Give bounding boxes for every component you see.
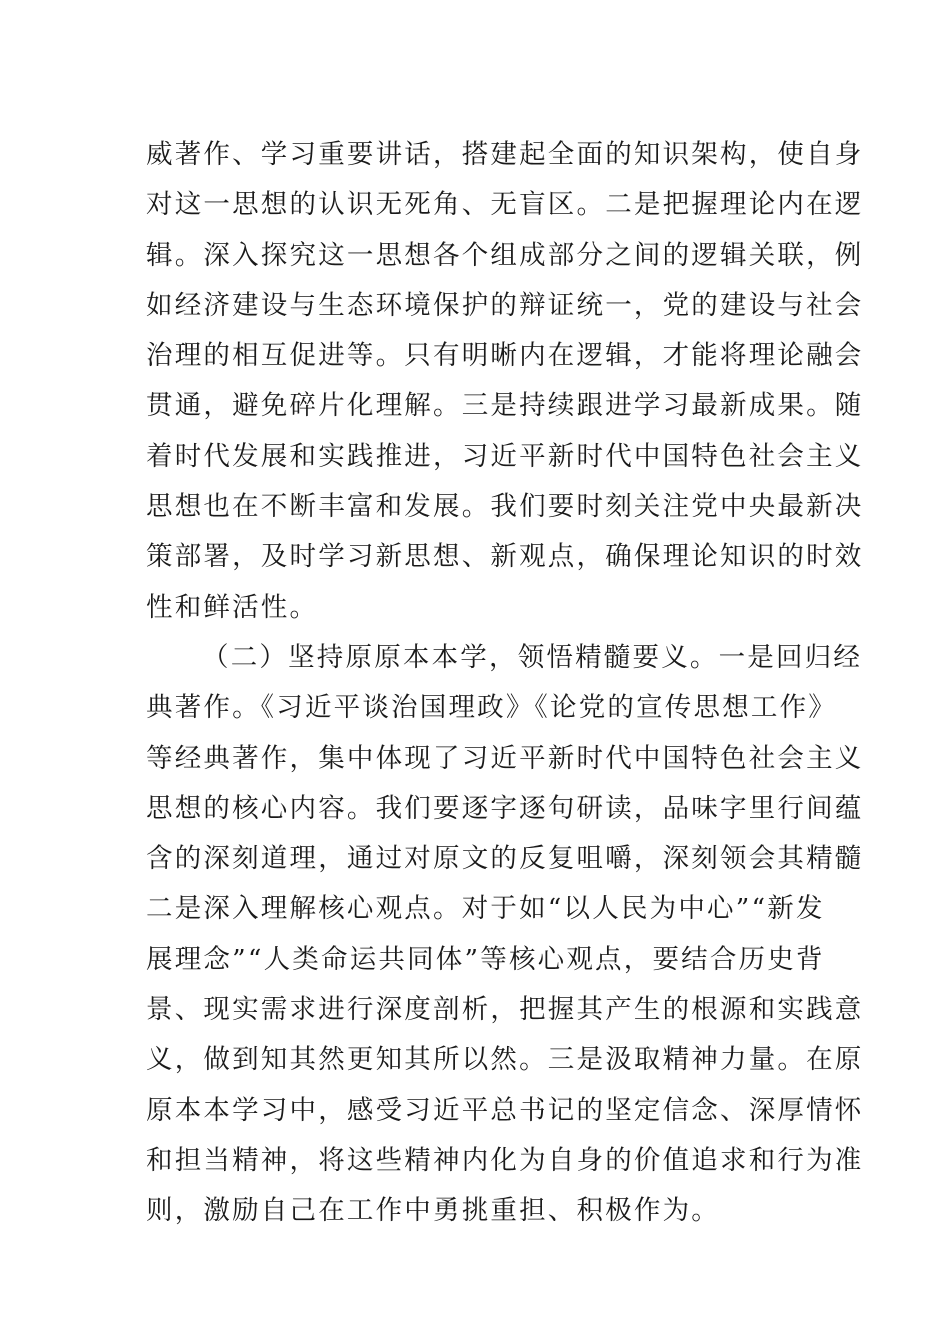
section-heading-line: （二）坚持原原本本学，领悟精髓要义。一是回归经 (202, 641, 863, 673)
text-line: 着时代发展和实践推进，习近平新时代中国特色社会主义 (146, 440, 864, 472)
text-line: 对这一思想的认识无死角、无盲区。二是把握理论内在逻 (146, 189, 864, 221)
text-line: 则，激励自己在工作中勇挑重担、积极作为。 (146, 1195, 720, 1227)
text-line: 思想的核心内容。我们要逐字逐句研读，品味字里行间蕴 (146, 792, 864, 824)
text-line: 典著作。《习近平谈治国理政》《论党的宣传思想工作》 (146, 692, 837, 724)
text-line: 策部署，及时学习新思想、新观点，确保理论知识的时效 (146, 541, 864, 573)
text-line: 辑。深入探究这一思想各个组成部分之间的逻辑关联，例 (146, 239, 864, 271)
text-line: 贯通，避免碎片化理解。三是持续跟进学习最新成果。随 (146, 390, 864, 422)
document-body (146, 130, 864, 1237)
text-line: 思想也在不断丰富和发展。我们要时刻关注党中央最新决 (146, 491, 864, 523)
text-line: 二是深入理解核心观点。对于如“以人民为中心”“新发 (146, 893, 825, 925)
text-line: 治理的相互促进等。只有明晰内在逻辑，才能将理论融会 (146, 340, 864, 372)
text-line: 景、现实需求进行深度剖析，把握其产生的根源和实践意 (146, 994, 864, 1026)
text-line: 威著作、学习重要讲话，搭建起全面的知识架构，使自身 (146, 139, 864, 170)
text-line: 和担当精神，将这些精神内化为自身的价值追求和行为准 (146, 1144, 864, 1176)
text-line: 义，做到知其然更知其所以然。三是汲取精神力量。在原 (146, 1044, 864, 1076)
text-line: 等经典著作，集中体现了习近平新时代中国特色社会主义 (146, 742, 864, 774)
text-line: 展理念”“人类命运共同体”等核心观点，要结合历史背 (146, 943, 825, 975)
text-line: 性和鲜活性。 (146, 591, 319, 623)
text-line: 如经济建设与生态环境保护的辩证统一，党的建设与社会 (146, 289, 864, 321)
text-line: 含的深刻道理，通过对原文的反复咀嚼，深刻领会其精髓 (146, 843, 864, 875)
text-line: 原本本学习中，感受习近平总书记的坚定信念、深厚情怀 (146, 1094, 864, 1126)
